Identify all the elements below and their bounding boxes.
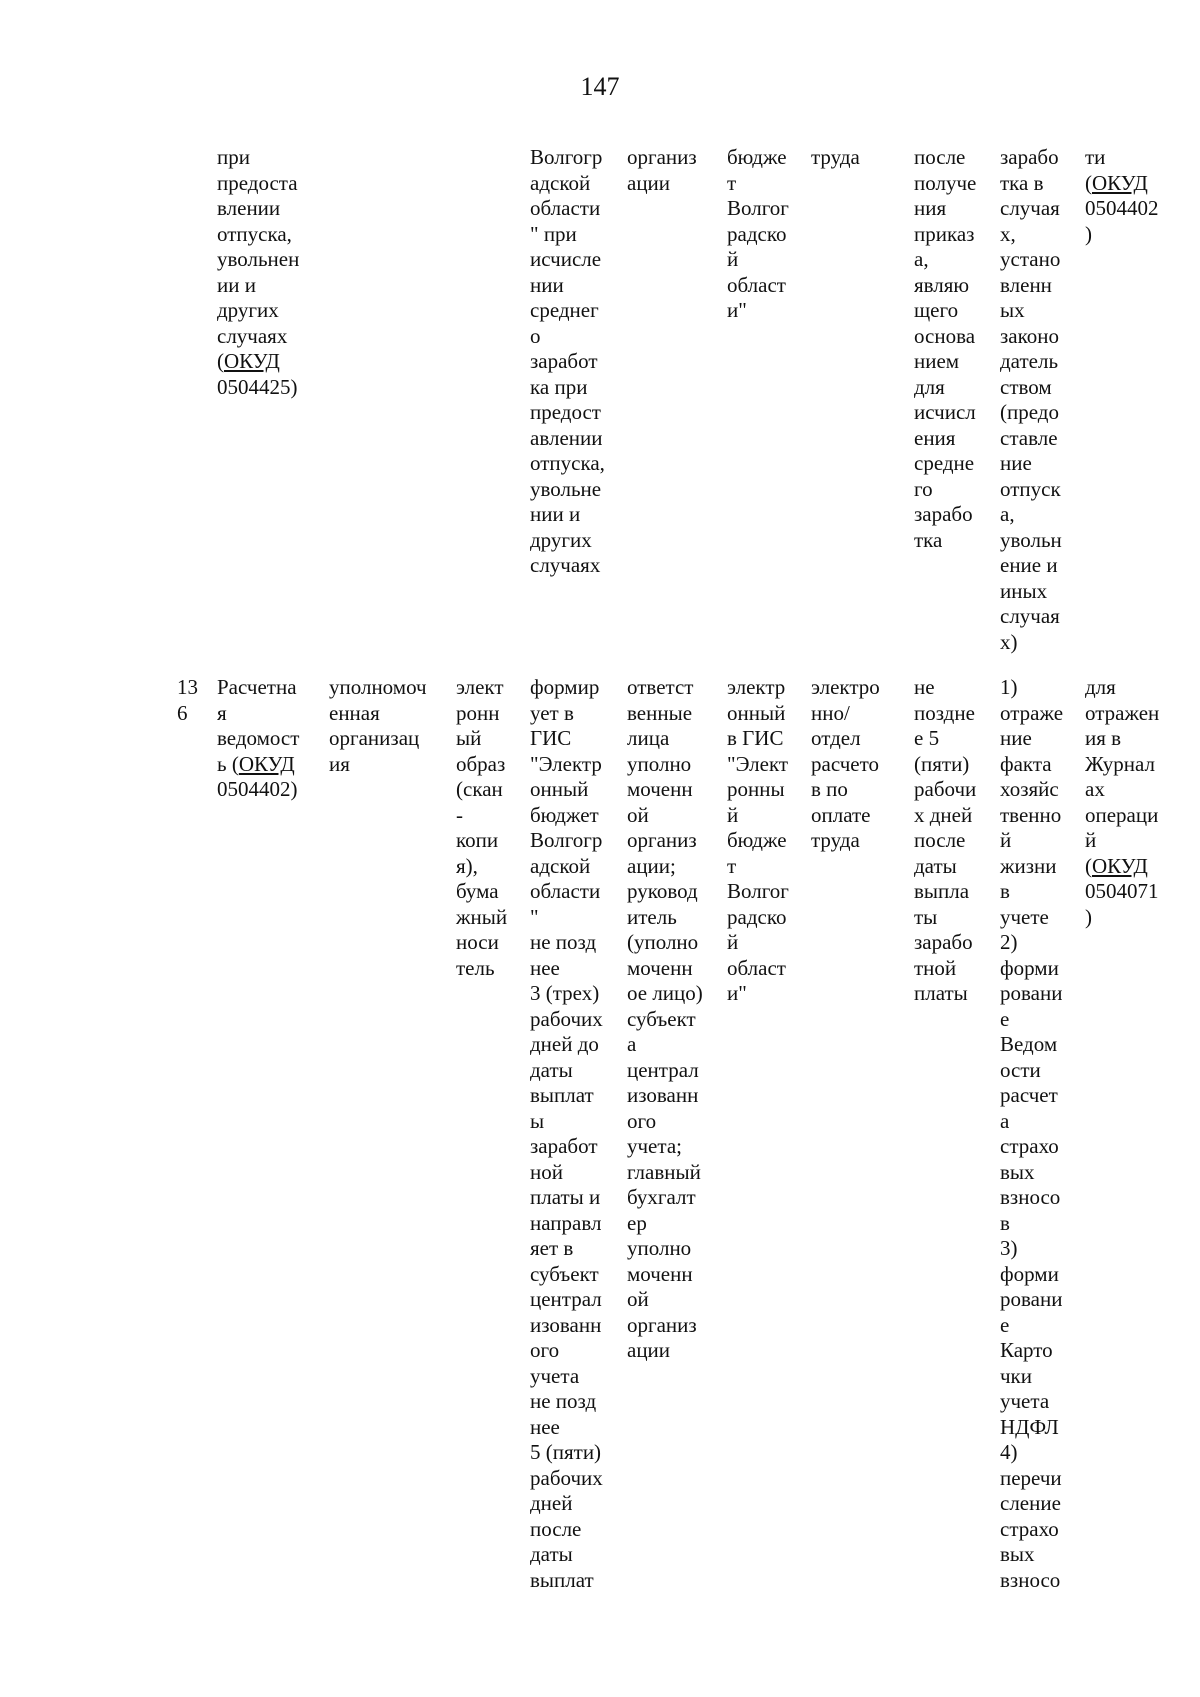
cell-deadline: после получе ния приказ а, являю щего основа нием для исчисл ения средне го зарабо тка bbox=[914, 145, 977, 552]
cell-deadline: не поздне е 5 (пяти) рабочи х дней после даты выпла ты зарабо тной платы bbox=[914, 675, 977, 1005]
cell-department: труда bbox=[811, 145, 860, 169]
cell-system: электр онный в ГИС "Элект ронны й бюдже т Волгог радско й област и" bbox=[727, 675, 789, 1005]
cell-document: при предоста влении отпуска, увольнен ии и других случаях (ОКУД 0504425) bbox=[217, 145, 300, 399]
cell-organization: уполномоч енная организац ия bbox=[329, 675, 427, 776]
cell-number: 13 6 bbox=[177, 675, 198, 725]
cell-form: элект ронн ый образ (скан - копи я), бума жный носи тель bbox=[456, 675, 508, 980]
cell-purpose: ти (ОКУД 0504402 ) bbox=[1085, 145, 1159, 246]
cell-document: Расчетна я ведомост ь (ОКУД 0504402) bbox=[217, 675, 300, 801]
cell-responsible: организ ации bbox=[627, 145, 697, 195]
cell-procedure: формир ует в ГИС "Электр онный бюджет Волгогр адской области " не позд нее 3 (трех) рабочих дней до даты выплат ы заработ ной платы и направл яет в субъект централ изованн ого учета не позд нее 5 (пяти) рабочих дней после даты выплат bbox=[530, 675, 603, 1592]
page-number: 147 bbox=[580, 72, 620, 101]
cell-actions: 1) отраже ние факта хозяйс твенно й жизни в учете 2) форми ровани е Ведом ости расчет а страхо вых взносо в 3) форми ровани е Карто чки учета НДФЛ 4) перечи сление страхо вых взносо bbox=[1000, 675, 1064, 1592]
cell-department: электро нно/ отдел расчето в по оплате труда bbox=[811, 675, 880, 852]
cell-procedure: Волгогр адской области " при исчисле нии среднег о заработ ка при предост авлении отпуска, увольне нии и других случаях bbox=[530, 145, 605, 577]
cell-purpose: для отражен ия в Журнал ах операци й (ОКУД 0504071 ) bbox=[1085, 675, 1160, 929]
cell-actions: зарабо тка в случая х, устано вленн ых законо датель ством (предо ставле ние отпуск а, увольн ение и иных случая х) bbox=[1000, 145, 1062, 654]
cell-system: бюдже т Волгог радско й област и" bbox=[727, 145, 789, 322]
cell-responsible: ответст венные лица уполно моченн ой организ ации; руковод итель (уполно моченн ое лицо) субъект а централ изованн ого учета; главный бухгалт ер уполно моченн ой организ ации bbox=[627, 675, 703, 1362]
